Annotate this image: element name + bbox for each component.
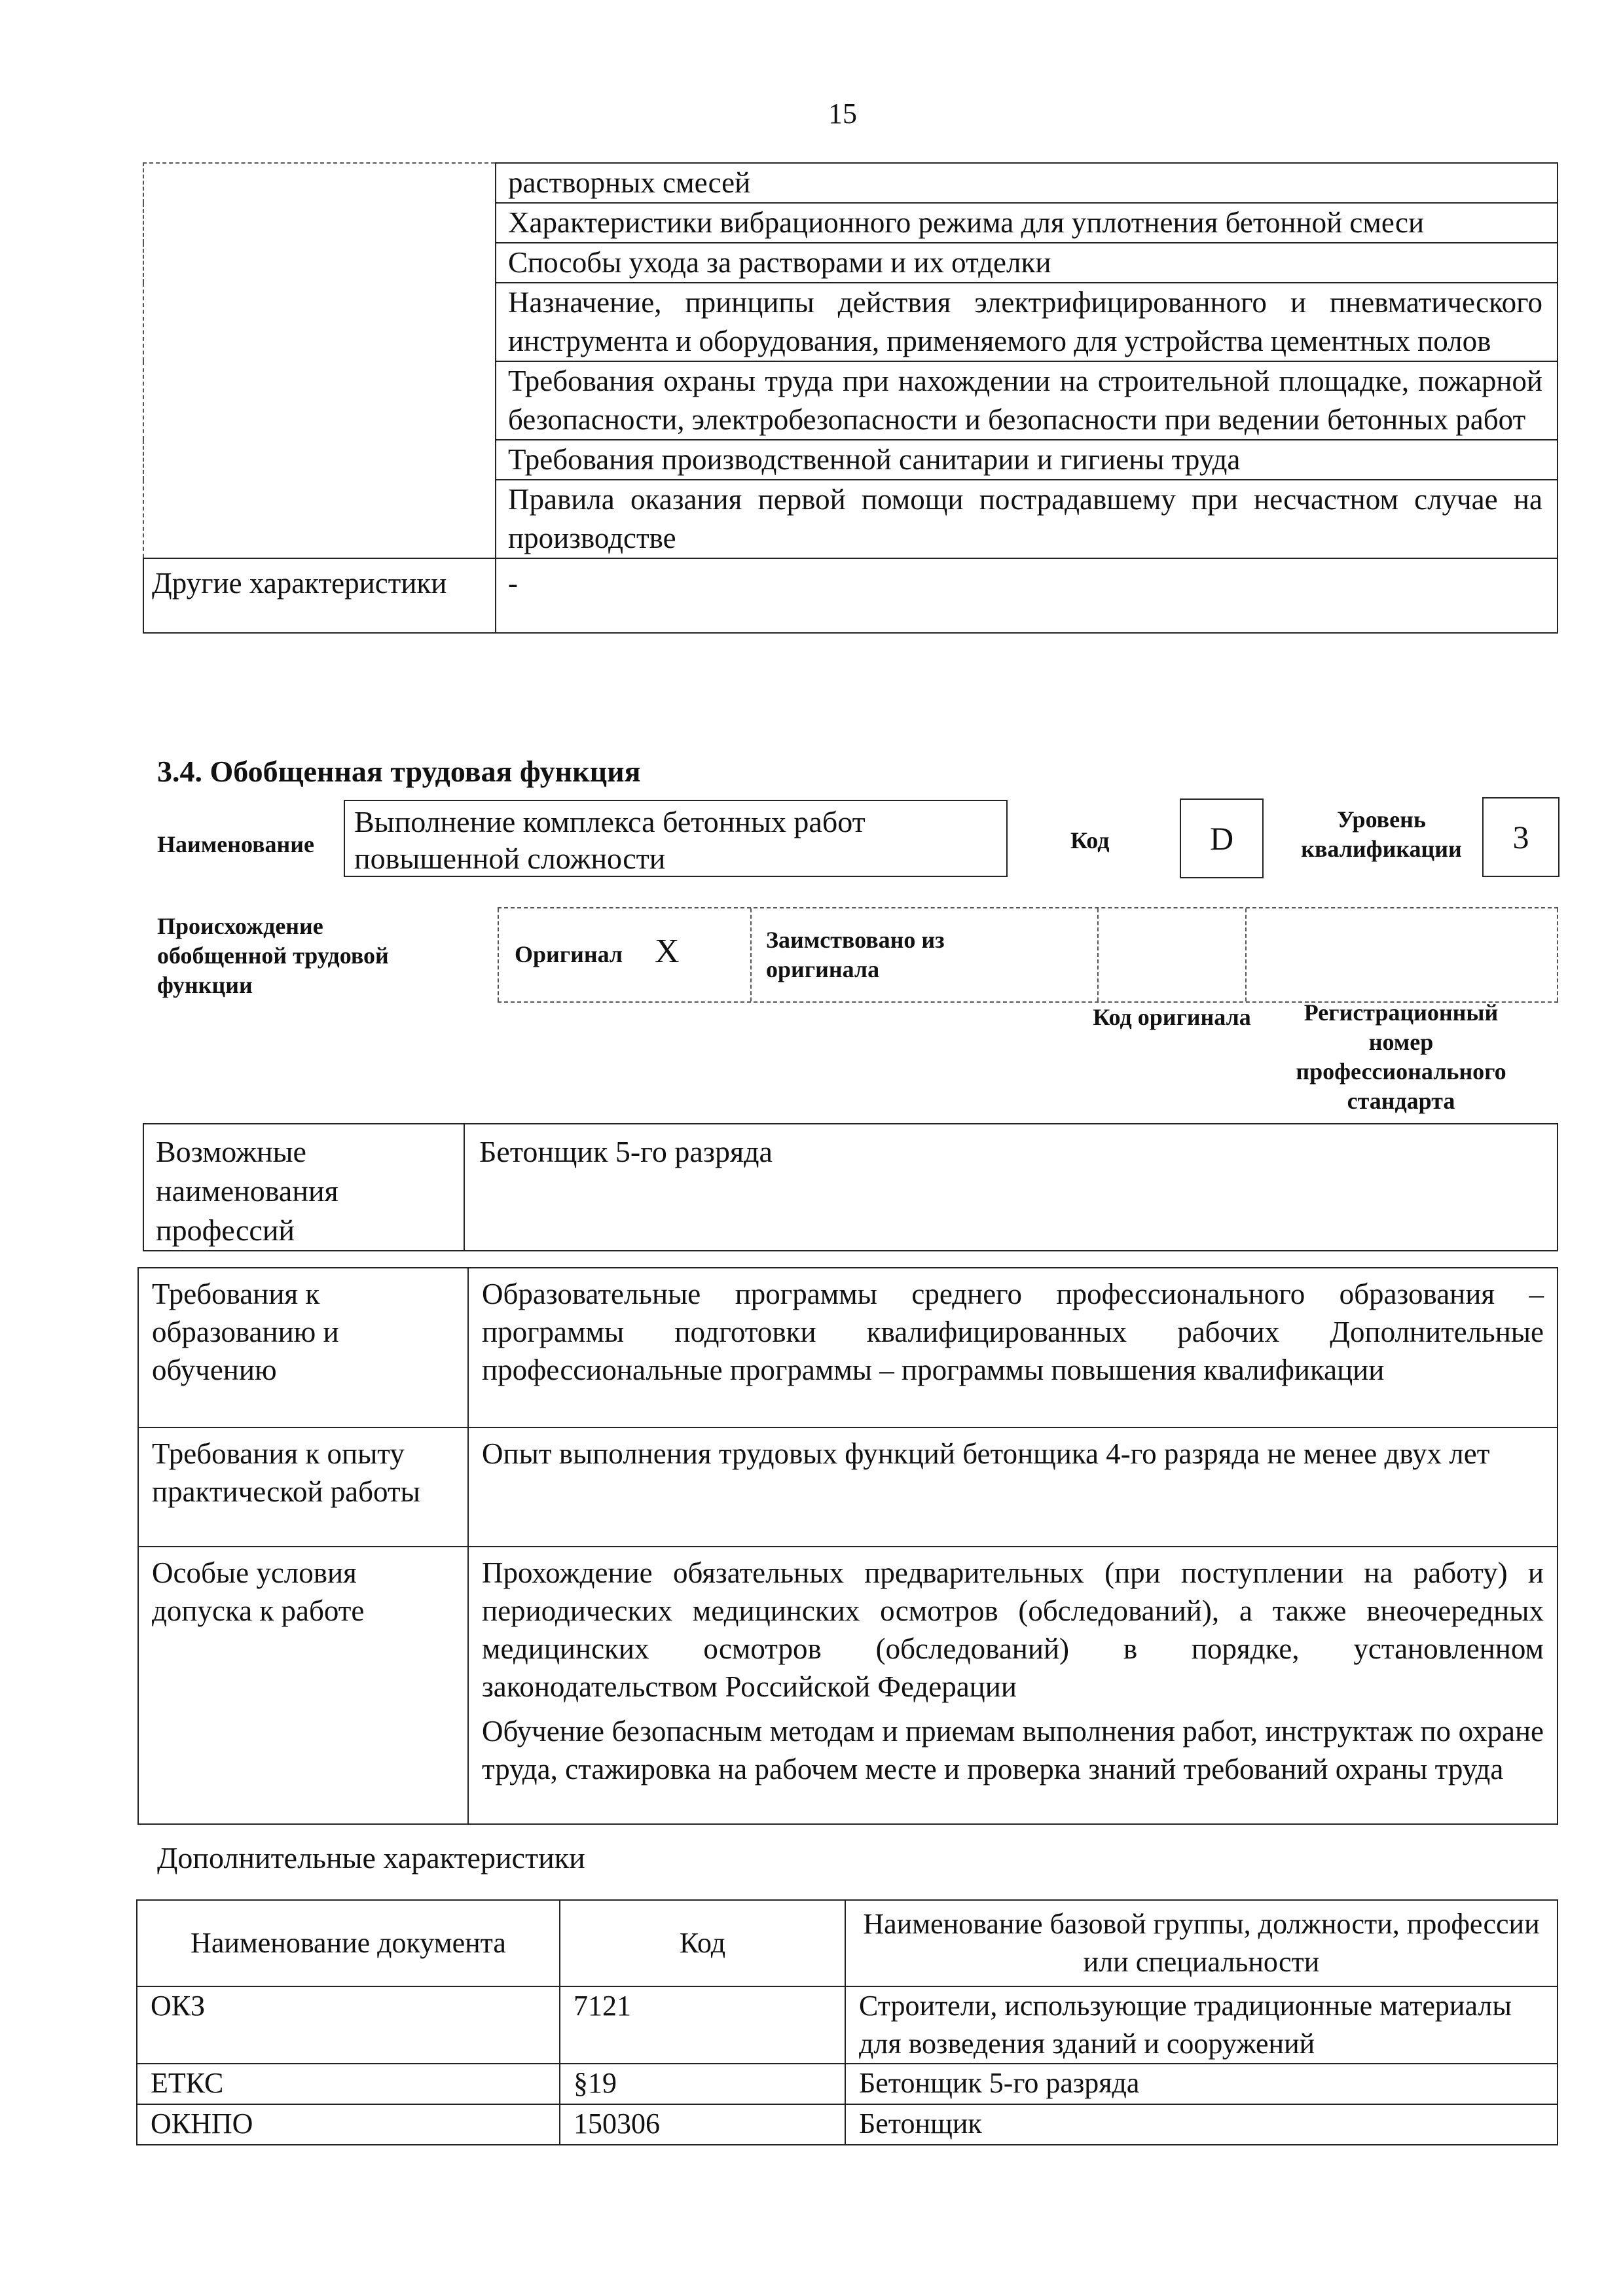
code-cell: §19 — [560, 2064, 845, 2104]
origin-label: Происхождение обобщенной трудовой функции — [157, 913, 389, 998]
table-row — [143, 1124, 1558, 1251]
code-cell: 7121 — [560, 1986, 845, 2064]
table-row — [137, 2064, 1558, 2104]
additional-table — [136, 1899, 1558, 2145]
professions-label: Возможные наименования профессий — [143, 1124, 464, 1251]
knowledge-item: Требования производственной санитарии и гигиены труда — [496, 440, 1558, 480]
knowledge-item: Способы ухода за растворами и их отделки — [496, 243, 1558, 283]
table-row — [137, 1986, 1558, 2064]
table-row — [143, 558, 1558, 633]
additional-title: Дополнительные характеристики — [157, 1841, 585, 1874]
level-label: Уровень квалификации — [1301, 806, 1462, 862]
knowledge-item: Требования охраны труда при нахождении на строительной площадке, пожарной безопасности, электробезопасности и безопасности при ведении бетонных работ — [496, 361, 1558, 440]
other-characteristics-value: - — [496, 558, 1558, 633]
special-conditions-label: Особые условия допуска к работе — [138, 1547, 468, 1824]
knowledge-item: Характеристики вибрационного режима для уплотнения бетонной смеси — [496, 203, 1558, 243]
divider — [1557, 908, 1558, 1001]
table-row — [138, 1427, 1558, 1547]
special-conditions-paragraph: Прохождение обязательных предварительных (при поступлении на работу) и периодических медицинских осмотров (обследований), а также внеочередных медицинских осмотров (обследований) в порядке, установленном законодательством Российской Федерации — [482, 1556, 1544, 1703]
professions-value: Бетонщик 5-го разряда — [464, 1124, 1558, 1251]
education-value: Образовательные программы среднего профессионального образования – программы подготовки квалифицированных рабочих Дополнительные профессиональные программы – программы повышения квалификации — [468, 1268, 1558, 1427]
group-name-cell: Строители, использующие традиционные материалы для возведения зданий и сооружений — [845, 1986, 1558, 2064]
education-label: Требования к образованию и обучению — [138, 1268, 468, 1427]
document-name-cell: ОКНПО — [137, 2104, 560, 2145]
experience-label: Требования к опыту практической работы — [138, 1427, 468, 1547]
code-label: Код — [1070, 827, 1110, 853]
divider — [1097, 908, 1099, 1001]
divider — [498, 908, 499, 1001]
page-number: 15 — [828, 98, 857, 130]
function-name-box: Выполнение комплекса бетонных работ повышенной сложности — [344, 800, 1008, 877]
document-name-cell: ОКЗ — [137, 1986, 560, 2064]
experience-value: Опыт выполнения трудовых функций бетонщика 4-го разряда не менее двух лет — [468, 1427, 1558, 1547]
original-mark: X — [655, 933, 680, 970]
original-code-caption: Код оригинала — [1093, 1004, 1251, 1030]
professions-table — [143, 1123, 1558, 1251]
column-header: Наименование документа — [137, 1900, 560, 1986]
knowledge-item: растворных смесей — [496, 163, 1558, 203]
group-name-cell: Бетонщик 5-го разряда — [845, 2064, 1558, 2104]
code-value: D — [1180, 798, 1264, 878]
column-header: Код — [560, 1900, 845, 1986]
group-name-cell: Бетонщик — [845, 2104, 1558, 2145]
knowledge-item: Назначение, принципы действия электрифицированного и пневматического инструмента и оборудования, применяемого для устройства цементных полов — [496, 283, 1558, 361]
special-conditions-value — [468, 1547, 1558, 1824]
code-cell: 150306 — [560, 2104, 845, 2145]
divider — [750, 908, 752, 1001]
section-title: 3.4. Обобщенная трудовая функция — [157, 755, 641, 788]
level-value: 3 — [1482, 797, 1559, 877]
table-row — [137, 2104, 1558, 2145]
divider — [1245, 908, 1247, 1001]
table-row — [143, 163, 1558, 203]
table-header-row — [137, 1900, 1558, 1986]
registration-number-caption: Регистрационный номер профессионального стандарта — [1296, 999, 1506, 1114]
original-label: Оригинал — [515, 941, 623, 967]
document-name-cell: ЕТКС — [137, 2064, 560, 2104]
table-row — [138, 1547, 1558, 1824]
origin-row — [498, 907, 1558, 1003]
knowledge-table — [143, 162, 1558, 634]
name-label: Наименование — [157, 831, 314, 857]
special-conditions-paragraph: Обучение безопасным методам и приемам выполнения работ, инструктаж по охране труда, стажировка на рабочем месте и проверка знаний требований охраны труда — [482, 1715, 1544, 1785]
borrowed-label: Заимствовано из оригинала — [766, 927, 945, 982]
table-row — [138, 1268, 1558, 1427]
label-cell-empty — [143, 163, 496, 558]
requirements-table — [137, 1267, 1558, 1825]
knowledge-item: Правила оказания первой помощи пострадавшему при несчастном случае на производстве — [496, 480, 1558, 558]
column-header: Наименование базовой группы, должности, профессии или специальности — [845, 1900, 1558, 1986]
other-characteristics-label: Другие характеристики — [143, 558, 496, 633]
